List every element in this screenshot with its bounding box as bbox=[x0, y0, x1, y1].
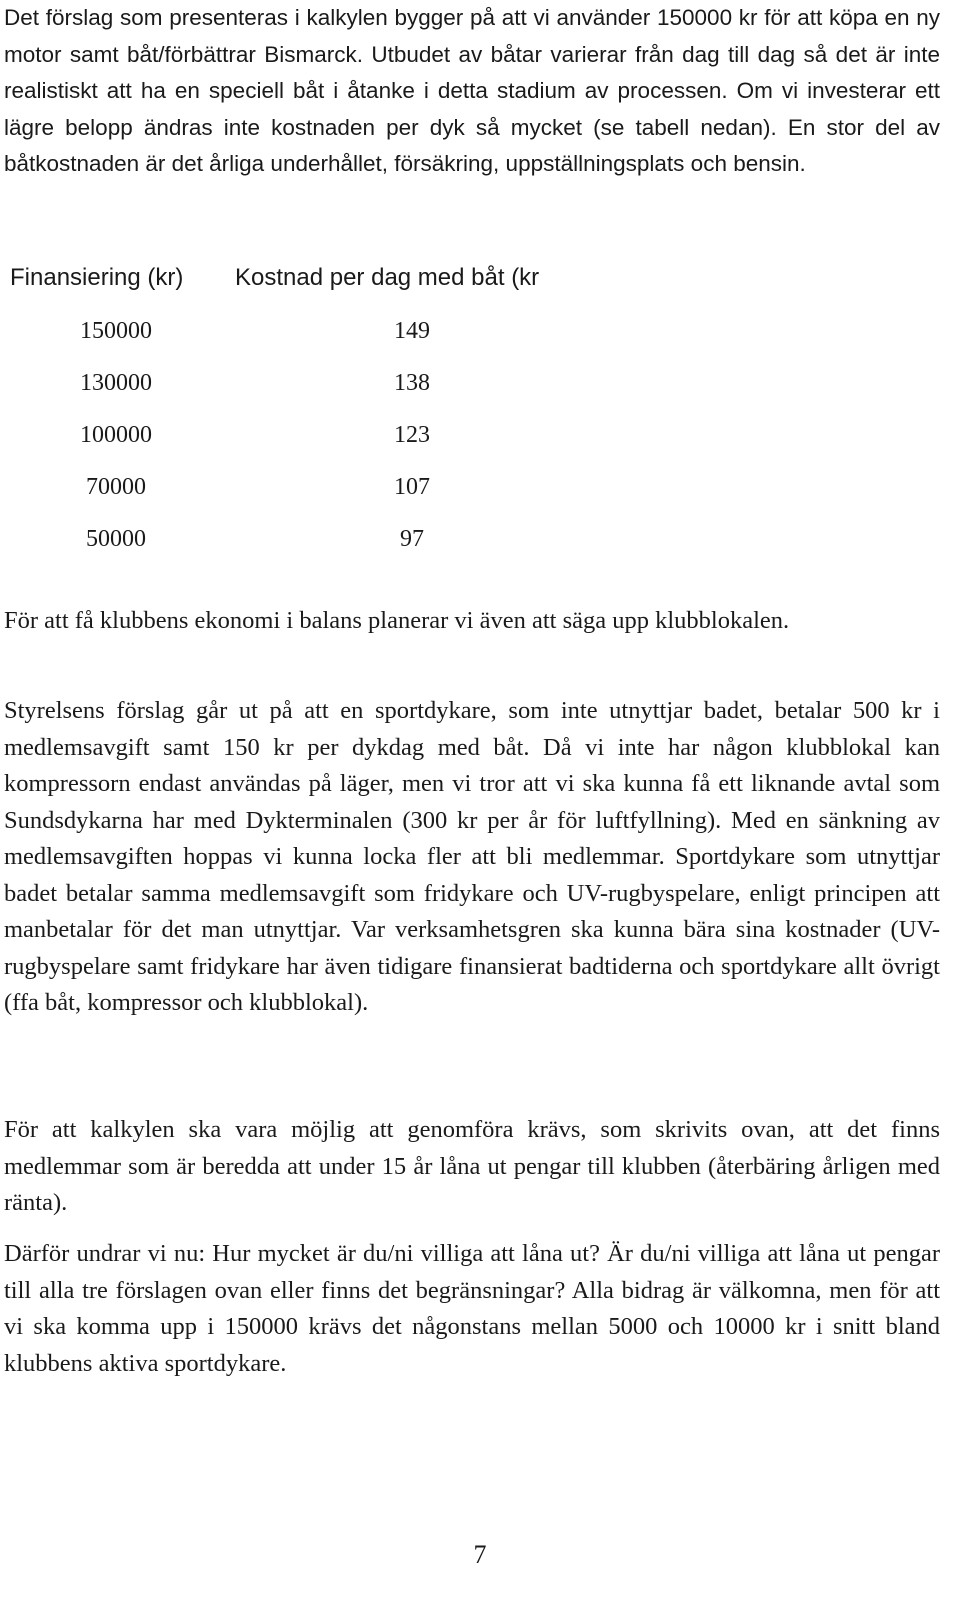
table-cell-cost: 107 bbox=[394, 474, 430, 500]
table-cell-financing: 130000 bbox=[80, 370, 152, 396]
table-cell-financing: 50000 bbox=[86, 526, 146, 552]
table-cell-cost: 138 bbox=[394, 370, 430, 396]
table-cell-cost: 97 bbox=[400, 526, 424, 552]
paragraph-loan-question: Därför undrar vi nu: Hur mycket är du/ni villiga att låna ut? Är du/ni villiga att låna ut pengar till alla tre förslagen ovan eller finns det begränsningar? Alla bidrag är välkomna, men för att vi ska komma upp i 150000 krävs det någonstans mellan 5000 och 10000 kr i snitt bland klubbens aktiva sportdykare. bbox=[4, 1240, 940, 1377]
table-cell-financing: 100000 bbox=[80, 422, 152, 448]
intro-paragraph: Det förslag som presenteras i kalkylen bygger på att vi använder 150000 kr för att köpa en ny motor samt båt/förbättrar Bismarck. Utbudet av båtar varierar från dag till dag så det är inte realistiskt att ha en speciell båt i åtanke i detta stadium av processen. Om vi investerar ett lägre belopp ändras inte kostnaden per dyk så mycket (se tabell nedan). En stor del av båtkostnaden är det årliga underhållet, försäkring, uppställningsplats och bensin. bbox=[4, 5, 940, 176]
paragraph-club-economy: För att få klubbens ekonomi i balans planerar vi även att säga upp klubblokalen. bbox=[4, 607, 790, 634]
financing-table bbox=[0, 256, 960, 556]
table-cell-financing: 150000 bbox=[80, 318, 152, 344]
table-cell-cost: 149 bbox=[394, 318, 430, 344]
table-cell-cost: 123 bbox=[394, 422, 430, 448]
paragraph-board-proposal: Styrelsens förslag går ut på att en sportdykare, som inte utnyttjar badet, betalar 500 kr i medlemsavgift samt 150 kr per dykdag med båt. Då vi inte har någon klubblokal kan kompressorn endast användas på läger, men vi tror att vi ska kunna få ett liknande avtal som Sundsdykarna har med Dykterminalen (300 kr per år för luftfyllning). Med en sänkning av medlemsavgiften hoppas vi kunna locka fler att bli medlemmar. Sportdykare som utnyttjar badet betalar samma medlemsavgift som fridykare och UV-rugbyspelare, enligt principen att manbetalar för det man utnyttjar. Var verksamhetsgren ska kunna bära sina kostnader (UV-rugbyspelare samt fridykare har även tidigare finansierat badtiderna och sportdykare allt övrigt (ffa båt, kompressor och klubblokal). bbox=[4, 697, 940, 1016]
table-header-financing: Finansiering (kr) bbox=[10, 264, 184, 291]
table-header-cost-per-day: Kostnad per dag med båt (kr bbox=[235, 264, 540, 291]
page-number: 7 bbox=[473, 1540, 487, 1569]
paragraph-loan-requirement: För att kalkylen ska vara möjlig att genomföra krävs, som skrivits ovan, att det finns medlemmar som är beredda att under 15 år låna ut pengar till klubben (återbäring årligen med ränta). bbox=[4, 1116, 940, 1216]
table-cell-financing: 70000 bbox=[86, 474, 146, 500]
